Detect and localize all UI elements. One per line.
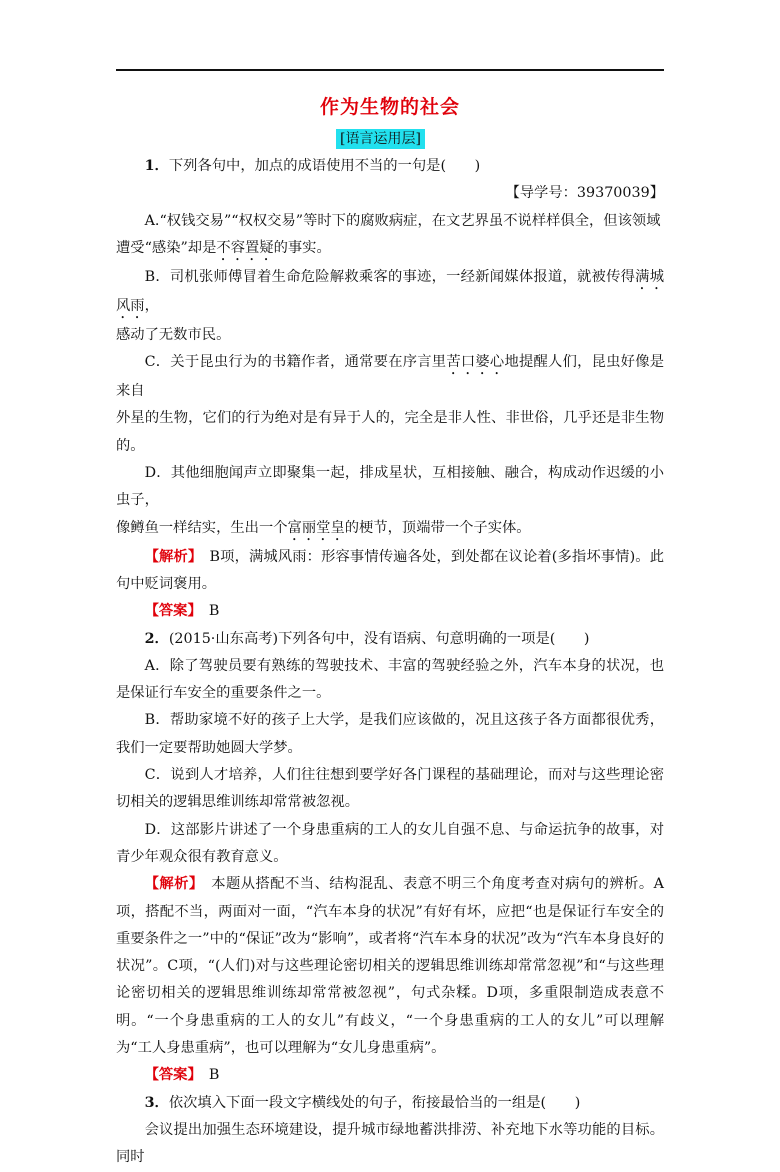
question-2-option-a: A．除了驾驶员要有熟练的驾驶技术、丰富的驾驶经验之外，汽车本身的状况，也是保证行车安全的重要条件之一。	[116, 657, 664, 702]
dotted-idiom: 满城风雨	[116, 268, 664, 314]
guide-number: 【导学号：39370039】	[505, 185, 664, 202]
question-1-analysis: 【解析】 B项，满城风雨：形容事情传遍各处，到处都在议论着(多指坏事情)。此句中贬词褒用。	[116, 548, 664, 592]
question-1-option-d: D．其他细胞闻声立即聚集一起，排成星状，互相接触、融合，构成动作迟缓的小虫子， 像鳟鱼一样结实，生出一个富丽堂皇的梗节，顶端带一个子实体。	[116, 465, 664, 536]
dotted-idiom: 富丽堂皇	[287, 519, 345, 536]
dotted-idiom: 不容置疑	[216, 239, 274, 256]
question-2-option-c: C．说到人才培养，人们往往想到要学好各门课程的基础理论，而对与这些理论密切相关的逻辑思维训练却常常被忽视。	[116, 767, 664, 811]
page-title: 作为生物的社会	[319, 96, 460, 118]
question-2-analysis: 【解析】 本题从搭配不当、结构混乱、表意不明三个角度考查对病句的辨析。A项，搭配不当，两面对一面，“汽车本身的状况”有好有坏，应把“也是保证行车安全的重要条件之一”中的“保证”改为“影响”，或者将“汽车本身的状况”改为“汽车本身良好的状况”。C项，“(人们)对与这些理论密切相关的逻辑思维训练却常常忽视”和“与这些理论密切相关的逻辑思维训练却常常被忽视”，句式杂糅。D项，多重限制造成表意不明。“一个身患重病的工人的女儿”有歧义，“一个身患重病的工人的女儿”可以理解为“工人身患重病”，也可以理解为“女儿身患重病”。	[116, 876, 664, 1057]
dotted-idiom: 苦口婆心	[446, 354, 505, 371]
question-1-option-a: A.“权钱交易”“权权交易”等时下的腐败病症，在文艺界虽不说样样俱全，但该领域 遭受“感染”却是不容置疑的事实。	[116, 212, 661, 256]
question-1-option-c: C．关于昆虫行为的书籍作者，通常要在序言里苦口婆心地提醒人们，昆虫好像是来自 外星的生物，它们的行为绝对是有异于人的，完全是非人性、非世俗，几乎还是非生物的。	[116, 354, 665, 454]
question-2-answer: 【答案】 B	[144, 1067, 220, 1084]
header-rule	[116, 69, 664, 71]
question-2-stem: 2．(2015·山东高考)下列各句中，没有语病、句意明确的一项是( )	[144, 630, 590, 647]
section-label: [语言运用层]	[336, 129, 425, 149]
question-2-option-d: D．这部影片讲述了一个身患重病的工人的女儿自强不息、与命运抗争的故事，对青少年观众很有教育意义。	[116, 821, 664, 865]
question-3-passage: 会议提出加强生态环境建设，提升城市绿地蓄洪排涝、补充地下水等功能的目标。同时	[116, 1121, 664, 1166]
question-1-option-b: B．司机张师傅冒着生命危险解救乘客的事迹，一经新闻媒体报道，就被传得满城风雨， 感动了无数市民。	[116, 268, 664, 343]
document-body	[116, 153, 664, 1172]
question-2-option-b: B．帮助家境不好的孩子上大学，是我们应该做的，况且这孩子各方面都很优秀，我们一定要帮助她圆大学梦。	[116, 712, 664, 756]
question-1-stem: 1．下列各句中，加点的成语使用不当的一句是( )	[144, 158, 481, 174]
question-3-stem: 3．依次填入下面一段文字横线处的句子，衔接最恰当的一组是( )	[144, 1094, 581, 1111]
question-1-answer: 【答案】 B	[144, 603, 220, 620]
